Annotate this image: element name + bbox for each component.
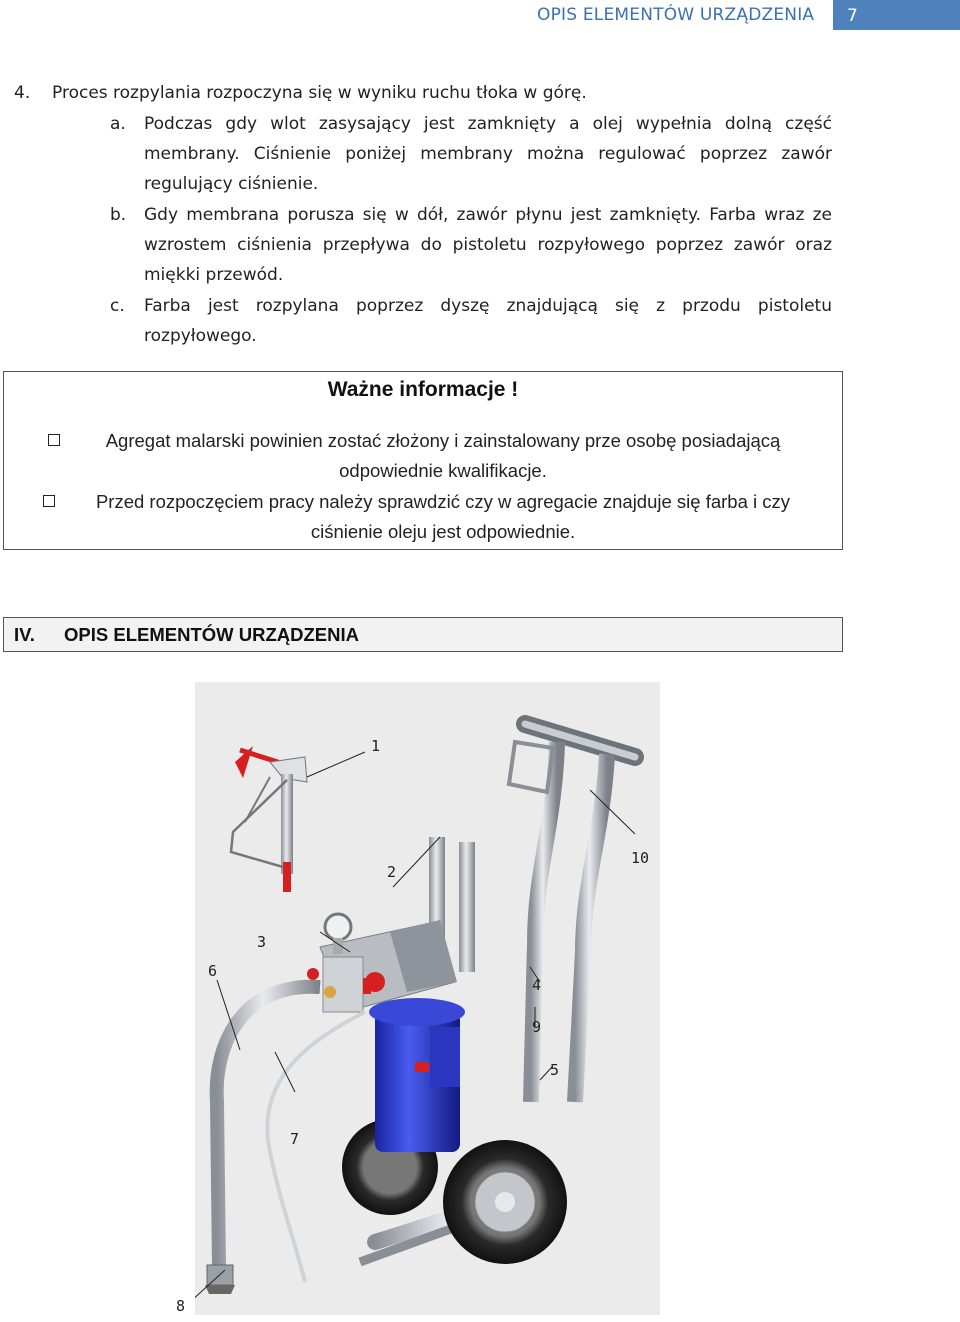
subitem-b-line-3: miękki przewód. [144,265,284,285]
subitem-a-line-3: regulujący ciśnienie. [144,174,319,194]
subitem-c-line-1: Farba jest rozpylana poprzez dyszę znajdującą się z przodu pistoletu [144,296,832,316]
subitem-c-line-2: rozpyłowego. [144,326,257,346]
bullet-2-line-2: ciśnienie oleju jest odpowiednie. [310,521,576,542]
subitem-letter-c: c. [110,296,125,316]
sprayer-illustration [195,682,660,1315]
part-label-3: 3 [257,933,267,951]
page-number: 7 [833,0,960,30]
bullet-1-line-2: odpowiednie kwalifikacje. [339,460,547,481]
item-number: 4. [14,83,31,103]
header-title: OPIS ELEMENTÓW URZĄDZENIA [537,5,815,25]
subitem-b-line-1: Gdy membrana porusza się w dół, zawór płynu jest zamknięty. Farba wraz ze [144,205,832,225]
bullet-2-line-1: Przed rozpoczęciem pracy należy sprawdzić czy w agregacie znajduje się farba i czy [95,491,791,512]
part-label-1: 1 [371,737,381,755]
item-text: Proces rozpylania rozpoczyna się w wyniku ruchu tłoka w górę. [52,83,587,103]
part-label-10: 10 [631,849,650,867]
part-label-7: 7 [290,1130,300,1148]
bullet-1-line-1: Agregat malarski powinien zostać złożony i zainstalowany prze osobę posiadającą [105,430,781,451]
part-label-4: 4 [532,976,542,994]
subitem-b-line-2: wzrostem ciśnienia przepływa do pistoletu rozpyłowego poprzez zawór oraz [144,235,832,255]
part-label-9: 9 [532,1018,542,1036]
subitem-letter-a: a. [110,114,126,134]
subitem-a-line-1: Podczas gdy wlot zasysający jest zamknięty a olej wypełnia dolną część [144,114,832,134]
important-title: Ważne informacje ! [327,378,519,401]
section-title: OPIS ELEMENTÓW URZĄDZENIA [64,624,359,645]
part-label-6: 6 [208,962,218,980]
part-label-8-outside: 8 [176,1297,186,1315]
subitem-a-line-2: membrany. Ciśnienie poniżej membrany można regulować poprzez zawór [144,144,832,164]
subitem-letter-b: b. [110,205,127,225]
sprayer-drawing [195,682,660,1315]
section-heading [3,617,843,652]
part-label-5: 5 [550,1061,560,1079]
section-number: IV. [14,624,35,645]
part-label-2: 2 [387,863,397,881]
